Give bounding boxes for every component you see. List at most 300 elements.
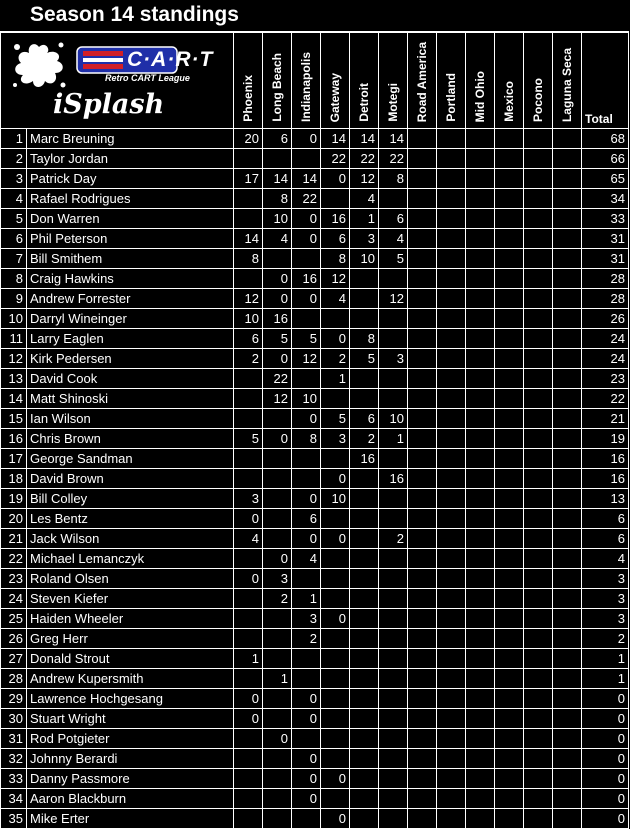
points-cell xyxy=(437,369,466,389)
points-cell xyxy=(408,509,437,529)
points-cell xyxy=(466,749,495,769)
points-cell xyxy=(553,369,582,389)
points-cell xyxy=(437,449,466,469)
points-cell xyxy=(234,629,263,649)
logo-cell xyxy=(1,33,234,129)
position-cell: 5 xyxy=(1,209,27,229)
points-cell xyxy=(495,389,524,409)
points-cell xyxy=(379,729,408,749)
position-cell: 4 xyxy=(1,189,27,209)
total-points-cell: 1 xyxy=(582,649,629,669)
position-cell: 25 xyxy=(1,609,27,629)
position-cell: 35 xyxy=(1,809,27,829)
points-cell xyxy=(524,469,553,489)
race-header-road-america: Road America xyxy=(408,33,437,129)
total-points-cell: 4 xyxy=(582,549,629,569)
points-cell xyxy=(524,789,553,809)
total-points-cell: 0 xyxy=(582,749,629,769)
driver-name-cell: Craig Hawkins xyxy=(27,269,234,289)
points-cell: 16 xyxy=(292,269,321,289)
points-cell xyxy=(524,249,553,269)
points-cell: 0 xyxy=(321,769,350,789)
points-cell xyxy=(524,729,553,749)
driver-name-cell: Taylor Jordan xyxy=(27,149,234,169)
table-row xyxy=(1,449,629,469)
points-cell xyxy=(553,249,582,269)
table-row xyxy=(1,609,629,629)
points-cell xyxy=(408,649,437,669)
points-cell: 2 xyxy=(379,529,408,549)
points-cell: 5 xyxy=(350,349,379,369)
points-cell: 1 xyxy=(379,429,408,449)
points-cell: 0 xyxy=(263,549,292,569)
points-cell: 3 xyxy=(292,609,321,629)
points-cell xyxy=(263,769,292,789)
standings-title-bar xyxy=(0,0,629,32)
points-cell xyxy=(466,129,495,149)
points-cell xyxy=(524,709,553,729)
points-cell xyxy=(408,789,437,809)
points-cell: 2 xyxy=(321,349,350,369)
total-points-cell: 33 xyxy=(582,209,629,229)
total-points-cell: 66 xyxy=(582,149,629,169)
points-cell xyxy=(553,749,582,769)
points-cell xyxy=(524,309,553,329)
points-cell: 3 xyxy=(263,569,292,589)
position-cell: 12 xyxy=(1,349,27,369)
points-cell: 8 xyxy=(292,429,321,449)
points-cell: 22 xyxy=(379,149,408,169)
points-cell xyxy=(263,789,292,809)
points-cell xyxy=(292,309,321,329)
position-cell: 22 xyxy=(1,549,27,569)
points-cell xyxy=(408,729,437,749)
points-cell xyxy=(437,529,466,549)
points-cell xyxy=(553,309,582,329)
points-cell xyxy=(408,629,437,649)
points-cell xyxy=(408,769,437,789)
points-cell: 8 xyxy=(234,249,263,269)
total-points-cell: 3 xyxy=(582,589,629,609)
points-cell xyxy=(553,129,582,149)
standings-table xyxy=(0,32,629,829)
table-row xyxy=(1,389,629,409)
points-cell xyxy=(437,729,466,749)
points-cell xyxy=(437,689,466,709)
table-row xyxy=(1,729,629,749)
points-cell xyxy=(408,669,437,689)
points-cell xyxy=(466,209,495,229)
position-cell: 18 xyxy=(1,469,27,489)
driver-name-cell: Michael Lemanczyk xyxy=(27,549,234,569)
points-cell xyxy=(437,429,466,449)
points-cell xyxy=(524,609,553,629)
position-cell: 11 xyxy=(1,329,27,349)
points-cell xyxy=(350,749,379,769)
total-points-cell: 65 xyxy=(582,169,629,189)
points-cell xyxy=(524,229,553,249)
points-cell: 0 xyxy=(292,529,321,549)
points-cell xyxy=(379,569,408,589)
total-points-cell: 68 xyxy=(582,129,629,149)
points-cell xyxy=(524,269,553,289)
driver-name-cell: Lawrence Hochgesang xyxy=(27,689,234,709)
points-cell xyxy=(350,709,379,729)
race-header-indianapolis: Indianapolis xyxy=(292,33,321,129)
points-cell xyxy=(524,149,553,169)
driver-name-cell: David Cook xyxy=(27,369,234,389)
position-cell: 27 xyxy=(1,649,27,669)
points-cell: 4 xyxy=(263,229,292,249)
position-cell: 10 xyxy=(1,309,27,329)
race-header-laguna-seca: Laguna Seca xyxy=(553,33,582,129)
points-cell: 12 xyxy=(321,269,350,289)
points-cell xyxy=(553,209,582,229)
points-cell xyxy=(466,529,495,549)
points-cell: 0 xyxy=(321,329,350,349)
points-cell xyxy=(553,469,582,489)
table-row xyxy=(1,649,629,669)
points-cell xyxy=(437,409,466,429)
points-cell xyxy=(495,509,524,529)
position-cell: 3 xyxy=(1,169,27,189)
points-cell xyxy=(553,449,582,469)
points-cell xyxy=(234,769,263,789)
race-header-mexico: Mexico xyxy=(495,33,524,129)
points-cell xyxy=(379,609,408,629)
driver-name-cell: Mike Erter xyxy=(27,809,234,829)
points-cell xyxy=(495,529,524,549)
points-cell xyxy=(292,469,321,489)
points-cell xyxy=(524,549,553,569)
points-cell: 0 xyxy=(292,749,321,769)
points-cell xyxy=(321,689,350,709)
points-cell xyxy=(495,289,524,309)
points-cell xyxy=(350,629,379,649)
points-cell: 3 xyxy=(234,489,263,509)
points-cell xyxy=(292,669,321,689)
driver-name-cell: David Brown xyxy=(27,469,234,489)
points-cell: 8 xyxy=(263,189,292,209)
points-cell xyxy=(524,289,553,309)
position-cell: 2 xyxy=(1,149,27,169)
points-cell xyxy=(408,489,437,509)
total-points-cell: 21 xyxy=(582,409,629,429)
points-cell: 0 xyxy=(321,529,350,549)
points-cell: 3 xyxy=(321,429,350,449)
page-title: Season 14 standings xyxy=(30,3,239,26)
points-cell xyxy=(350,589,379,609)
table-row xyxy=(1,689,629,709)
points-cell xyxy=(466,249,495,269)
points-cell: 5 xyxy=(292,329,321,349)
points-cell xyxy=(495,169,524,189)
points-cell xyxy=(466,309,495,329)
position-cell: 20 xyxy=(1,509,27,529)
race-header-portland: Portland xyxy=(437,33,466,129)
points-cell: 14 xyxy=(321,129,350,149)
total-points-cell: 0 xyxy=(582,709,629,729)
points-cell: 8 xyxy=(379,169,408,189)
total-points-cell: 6 xyxy=(582,509,629,529)
table-row xyxy=(1,669,629,689)
points-cell xyxy=(495,269,524,289)
points-cell xyxy=(466,429,495,449)
points-cell xyxy=(408,249,437,269)
table-row xyxy=(1,709,629,729)
driver-name-cell: George Sandman xyxy=(27,449,234,469)
points-cell xyxy=(350,369,379,389)
points-cell xyxy=(263,749,292,769)
points-cell xyxy=(379,309,408,329)
points-cell: 22 xyxy=(263,369,292,389)
points-cell: 0 xyxy=(263,729,292,749)
points-cell xyxy=(263,489,292,509)
points-cell xyxy=(495,729,524,749)
points-cell xyxy=(524,589,553,609)
points-cell xyxy=(408,389,437,409)
points-cell xyxy=(495,569,524,589)
position-cell: 30 xyxy=(1,709,27,729)
position-cell: 14 xyxy=(1,389,27,409)
table-row xyxy=(1,149,629,169)
total-points-cell: 28 xyxy=(582,269,629,289)
points-cell xyxy=(437,269,466,289)
points-cell xyxy=(466,149,495,169)
driver-name-cell: Bill Colley xyxy=(27,489,234,509)
points-cell xyxy=(553,609,582,629)
table-row xyxy=(1,329,629,349)
points-cell xyxy=(321,509,350,529)
driver-name-cell: Ian Wilson xyxy=(27,409,234,429)
points-cell xyxy=(408,209,437,229)
points-cell: 2 xyxy=(350,429,379,449)
position-cell: 16 xyxy=(1,429,27,449)
points-cell: 16 xyxy=(379,469,408,489)
points-cell xyxy=(437,389,466,409)
points-cell xyxy=(321,309,350,329)
points-cell xyxy=(437,309,466,329)
points-cell: 1 xyxy=(234,649,263,669)
points-cell xyxy=(437,649,466,669)
driver-name-cell: Stuart Wright xyxy=(27,709,234,729)
points-cell xyxy=(524,389,553,409)
points-cell: 0 xyxy=(234,689,263,709)
points-cell xyxy=(553,529,582,549)
points-cell xyxy=(437,609,466,629)
points-cell xyxy=(350,389,379,409)
points-cell xyxy=(408,329,437,349)
points-cell xyxy=(524,209,553,229)
points-cell: 14 xyxy=(350,129,379,149)
points-cell xyxy=(350,269,379,289)
points-cell xyxy=(553,549,582,569)
points-cell xyxy=(466,349,495,369)
points-cell xyxy=(321,789,350,809)
total-points-cell: 24 xyxy=(582,349,629,369)
points-cell xyxy=(321,589,350,609)
points-cell xyxy=(350,649,379,669)
driver-name-cell: Andrew Kupersmith xyxy=(27,669,234,689)
points-cell: 1 xyxy=(292,589,321,609)
position-cell: 1 xyxy=(1,129,27,149)
points-cell: 12 xyxy=(350,169,379,189)
table-row xyxy=(1,629,629,649)
total-points-cell: 16 xyxy=(582,469,629,489)
total-points-cell: 16 xyxy=(582,449,629,469)
points-cell: 10 xyxy=(379,409,408,429)
points-cell xyxy=(524,649,553,669)
points-cell xyxy=(408,449,437,469)
points-cell: 0 xyxy=(292,129,321,149)
points-cell xyxy=(350,549,379,569)
points-cell: 12 xyxy=(379,289,408,309)
points-cell xyxy=(234,729,263,749)
points-cell: 3 xyxy=(350,229,379,249)
position-cell: 26 xyxy=(1,629,27,649)
points-cell: 6 xyxy=(379,209,408,229)
points-cell xyxy=(553,769,582,789)
points-cell xyxy=(466,569,495,589)
position-cell: 23 xyxy=(1,569,27,589)
points-cell: 0 xyxy=(321,169,350,189)
table-row xyxy=(1,429,629,449)
points-cell xyxy=(292,649,321,669)
points-cell xyxy=(524,569,553,589)
table-row xyxy=(1,409,629,429)
total-points-cell: 13 xyxy=(582,489,629,509)
points-cell xyxy=(466,449,495,469)
points-cell xyxy=(553,789,582,809)
total-points-cell: 31 xyxy=(582,249,629,269)
points-cell xyxy=(321,729,350,749)
points-cell xyxy=(234,789,263,809)
points-cell xyxy=(466,169,495,189)
points-cell xyxy=(321,189,350,209)
points-cell: 6 xyxy=(263,129,292,149)
driver-name-cell: Jack Wilson xyxy=(27,529,234,549)
points-cell xyxy=(495,669,524,689)
points-cell: 5 xyxy=(379,249,408,269)
points-cell xyxy=(234,189,263,209)
points-cell xyxy=(408,409,437,429)
points-cell: 5 xyxy=(234,429,263,449)
total-points-cell: 0 xyxy=(582,689,629,709)
points-cell xyxy=(495,329,524,349)
points-cell xyxy=(263,709,292,729)
points-cell xyxy=(379,269,408,289)
points-cell xyxy=(437,229,466,249)
points-cell: 8 xyxy=(350,329,379,349)
total-points-cell: 0 xyxy=(582,769,629,789)
points-cell: 0 xyxy=(292,209,321,229)
points-cell xyxy=(234,609,263,629)
points-cell xyxy=(408,369,437,389)
points-cell: 0 xyxy=(292,769,321,789)
position-cell: 19 xyxy=(1,489,27,509)
points-cell xyxy=(234,589,263,609)
points-cell xyxy=(553,589,582,609)
points-cell xyxy=(495,749,524,769)
points-cell xyxy=(495,209,524,229)
points-cell: 2 xyxy=(263,589,292,609)
points-cell xyxy=(234,749,263,769)
points-cell xyxy=(408,289,437,309)
points-cell xyxy=(495,229,524,249)
points-cell xyxy=(495,409,524,429)
position-cell: 32 xyxy=(1,749,27,769)
points-cell xyxy=(379,629,408,649)
points-cell: 12 xyxy=(263,389,292,409)
driver-name-cell: Andrew Forrester xyxy=(27,289,234,309)
table-row xyxy=(1,309,629,329)
points-cell xyxy=(379,649,408,669)
points-cell xyxy=(437,469,466,489)
race-header-pocono: Pocono xyxy=(524,33,553,129)
table-row xyxy=(1,129,629,149)
points-cell: 8 xyxy=(321,249,350,269)
driver-name-cell: Rod Potgieter xyxy=(27,729,234,749)
points-cell xyxy=(466,369,495,389)
driver-name-cell: Darryl Wineinger xyxy=(27,309,234,329)
points-cell xyxy=(379,669,408,689)
points-cell xyxy=(408,569,437,589)
points-cell: 5 xyxy=(263,329,292,349)
table-row xyxy=(1,549,629,569)
points-cell xyxy=(495,629,524,649)
points-cell xyxy=(379,549,408,569)
points-cell xyxy=(408,229,437,249)
points-cell xyxy=(495,369,524,389)
total-points-cell: 24 xyxy=(582,329,629,349)
points-cell: 16 xyxy=(321,209,350,229)
points-cell: 12 xyxy=(292,349,321,369)
points-cell xyxy=(495,189,524,209)
points-cell xyxy=(437,669,466,689)
race-header-gateway: Gateway xyxy=(321,33,350,129)
driver-name-cell: Johnny Berardi xyxy=(27,749,234,769)
driver-name-cell: Don Warren xyxy=(27,209,234,229)
driver-name-cell: Phil Peterson xyxy=(27,229,234,249)
points-cell xyxy=(350,489,379,509)
points-cell xyxy=(524,169,553,189)
points-cell xyxy=(321,389,350,409)
table-row xyxy=(1,489,629,509)
points-cell: 1 xyxy=(263,669,292,689)
total-points-cell: 1 xyxy=(582,669,629,689)
points-cell xyxy=(437,789,466,809)
position-cell: 13 xyxy=(1,369,27,389)
points-cell: 0 xyxy=(292,709,321,729)
total-points-cell: 3 xyxy=(582,609,629,629)
points-cell xyxy=(495,609,524,629)
driver-name-cell: Steven Kiefer xyxy=(27,589,234,609)
points-cell: 10 xyxy=(321,489,350,509)
points-cell: 10 xyxy=(292,389,321,409)
points-cell xyxy=(437,329,466,349)
points-cell xyxy=(408,129,437,149)
points-cell xyxy=(495,549,524,569)
driver-name-cell: Greg Herr xyxy=(27,629,234,649)
points-cell xyxy=(379,389,408,409)
points-cell xyxy=(263,689,292,709)
points-cell xyxy=(350,309,379,329)
points-cell xyxy=(350,509,379,529)
total-points-cell: 31 xyxy=(582,229,629,249)
points-cell: 6 xyxy=(234,329,263,349)
table-row xyxy=(1,169,629,189)
points-cell xyxy=(263,509,292,529)
